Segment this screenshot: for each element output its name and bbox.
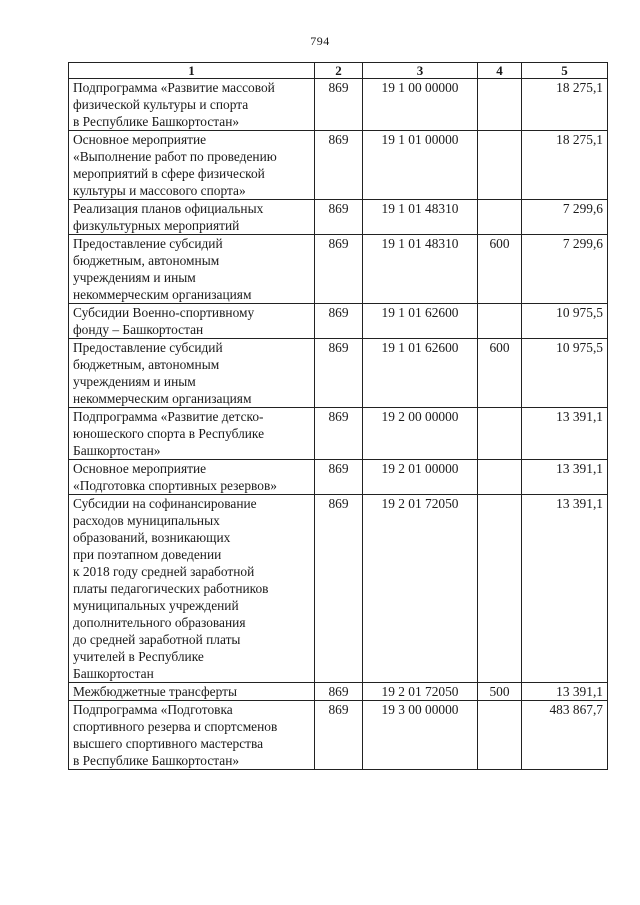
row-name-line: расходов муниципальных	[73, 513, 220, 528]
row-name-line: юношеского спорта в Республике	[73, 426, 265, 441]
column-header-5: 5	[522, 63, 608, 79]
row-name-line: «Подготовка спортивных резервов»	[73, 478, 277, 493]
row-name-line: дополнительного образования	[73, 615, 246, 630]
table-row	[69, 200, 608, 235]
row-type-cell	[478, 79, 522, 131]
row-name-line: в Республике Башкортостан»	[73, 753, 240, 768]
row-amount-cell: 10 975,5	[522, 339, 608, 408]
table-row	[69, 701, 608, 770]
row-code-cell: 869	[315, 235, 363, 304]
row-name-line: Предоставление субсидий	[73, 236, 223, 251]
row-name-line: муниципальных учреждений	[73, 598, 239, 613]
row-name-cell	[69, 235, 315, 304]
row-article-cell: 19 1 01 48310	[363, 200, 478, 235]
table-row	[69, 304, 608, 339]
row-name-line: некоммерческим организациям	[73, 287, 252, 302]
row-name-line: Башкортостан»	[73, 443, 161, 458]
row-type-cell: 500	[478, 683, 522, 701]
row-article-cell: 19 2 01 72050	[363, 683, 478, 701]
table-row	[69, 339, 608, 408]
row-name-cell	[69, 408, 315, 460]
row-type-cell: 600	[478, 235, 522, 304]
row-code-cell: 869	[315, 131, 363, 200]
row-type-cell	[478, 131, 522, 200]
table-row	[69, 79, 608, 131]
budget-table	[68, 62, 608, 770]
row-name-line: физкультурных мероприятий	[73, 218, 240, 233]
row-name-line: в Республике Башкортостан»	[73, 114, 240, 129]
row-name-line: Субсидии на софинансирование	[73, 496, 257, 511]
row-name-cell	[69, 304, 315, 339]
table-row	[69, 460, 608, 495]
row-article-cell: 19 2 01 72050	[363, 495, 478, 683]
column-header-4: 4	[478, 63, 522, 79]
row-name-line: бюджетным, автономным	[73, 357, 220, 372]
row-name-cell	[69, 79, 315, 131]
row-name-cell	[69, 339, 315, 408]
row-code-cell: 869	[315, 79, 363, 131]
row-code-cell: 869	[315, 200, 363, 235]
row-name-line: Башкортостан	[73, 666, 154, 681]
row-name-line: Субсидии Военно-спортивному	[73, 305, 255, 320]
row-name-line: Реализация планов официальных	[73, 201, 264, 216]
row-name-line: платы педагогических работников	[73, 581, 269, 596]
row-article-cell: 19 1 01 00000	[363, 131, 478, 200]
row-name-cell	[69, 460, 315, 495]
table-row	[69, 495, 608, 683]
row-name-line: «Выполнение работ по проведению	[73, 149, 277, 164]
row-name-line: спортивного резерва и спортсменов	[73, 719, 278, 734]
row-name-line: к 2018 году средней заработной	[73, 564, 255, 579]
row-type-cell	[478, 460, 522, 495]
row-article-cell: 19 1 01 48310	[363, 235, 478, 304]
row-article-cell: 19 1 00 00000	[363, 79, 478, 131]
row-type-cell	[478, 304, 522, 339]
row-amount-cell: 13 391,1	[522, 683, 608, 701]
table-row	[69, 683, 608, 701]
row-type-cell	[478, 495, 522, 683]
row-amount-cell: 7 299,6	[522, 200, 608, 235]
row-code-cell: 869	[315, 701, 363, 770]
row-name-line: высшего спортивного мастерства	[73, 736, 264, 751]
row-amount-cell: 13 391,1	[522, 495, 608, 683]
row-amount-cell: 18 275,1	[522, 79, 608, 131]
row-type-cell	[478, 200, 522, 235]
row-name-line: Межбюджетные трансферты	[73, 684, 237, 699]
page-number: 794	[310, 34, 330, 48]
row-name-cell	[69, 200, 315, 235]
row-amount-cell: 18 275,1	[522, 131, 608, 200]
row-type-cell	[478, 701, 522, 770]
row-amount-cell: 7 299,6	[522, 235, 608, 304]
table-row	[69, 131, 608, 200]
row-name-line: Подпрограмма «Подготовка	[73, 702, 233, 717]
row-article-cell: 19 2 00 00000	[363, 408, 478, 460]
table-row	[69, 235, 608, 304]
row-name-line: учителей в Республике	[73, 649, 204, 664]
row-name-line: мероприятий в сфере физической	[73, 166, 265, 181]
row-name-line: некоммерческим организациям	[73, 391, 252, 406]
column-header-2: 2	[315, 63, 363, 79]
row-name-line: учреждениям и иным	[73, 270, 196, 285]
column-header-1: 1	[69, 63, 315, 79]
row-code-cell: 869	[315, 304, 363, 339]
row-article-cell: 19 1 01 62600	[363, 339, 478, 408]
row-amount-cell: 10 975,5	[522, 304, 608, 339]
row-name-line: культуры и массового спорта»	[73, 183, 246, 198]
row-name-line: Основное мероприятие	[73, 461, 207, 476]
row-name-cell	[69, 701, 315, 770]
row-article-cell: 19 2 01 00000	[363, 460, 478, 495]
row-type-cell: 600	[478, 339, 522, 408]
row-name-cell	[69, 495, 315, 683]
row-name-line: до средней заработной платы	[73, 632, 241, 647]
table-body	[69, 79, 608, 770]
row-type-cell	[478, 408, 522, 460]
row-name-cell	[69, 131, 315, 200]
row-name-cell	[69, 683, 315, 701]
row-name-line: Основное мероприятие	[73, 132, 207, 147]
row-amount-cell: 483 867,7	[522, 701, 608, 770]
row-name-line: при поэтапном доведении	[73, 547, 222, 562]
row-code-cell: 869	[315, 683, 363, 701]
row-article-cell: 19 1 01 62600	[363, 304, 478, 339]
table-row	[69, 408, 608, 460]
row-name-line: учреждениям и иным	[73, 374, 196, 389]
row-amount-cell: 13 391,1	[522, 460, 608, 495]
header-row	[69, 63, 608, 79]
column-header-3: 3	[363, 63, 478, 79]
row-name-line: Подпрограмма «Развитие массовой	[73, 80, 275, 95]
row-name-line: Подпрограмма «Развитие детско-	[73, 409, 264, 424]
row-article-cell: 19 3 00 00000	[363, 701, 478, 770]
row-code-cell: 869	[315, 408, 363, 460]
row-name-line: фонду – Башкортостан	[73, 322, 204, 337]
row-name-line: образований, возникающих	[73, 530, 231, 545]
row-amount-cell: 13 391,1	[522, 408, 608, 460]
row-name-line: физической культуры и спорта	[73, 97, 249, 112]
row-code-cell: 869	[315, 495, 363, 683]
row-code-cell: 869	[315, 460, 363, 495]
row-name-line: бюджетным, автономным	[73, 253, 220, 268]
row-name-line: Предоставление субсидий	[73, 340, 223, 355]
row-code-cell: 869	[315, 339, 363, 408]
